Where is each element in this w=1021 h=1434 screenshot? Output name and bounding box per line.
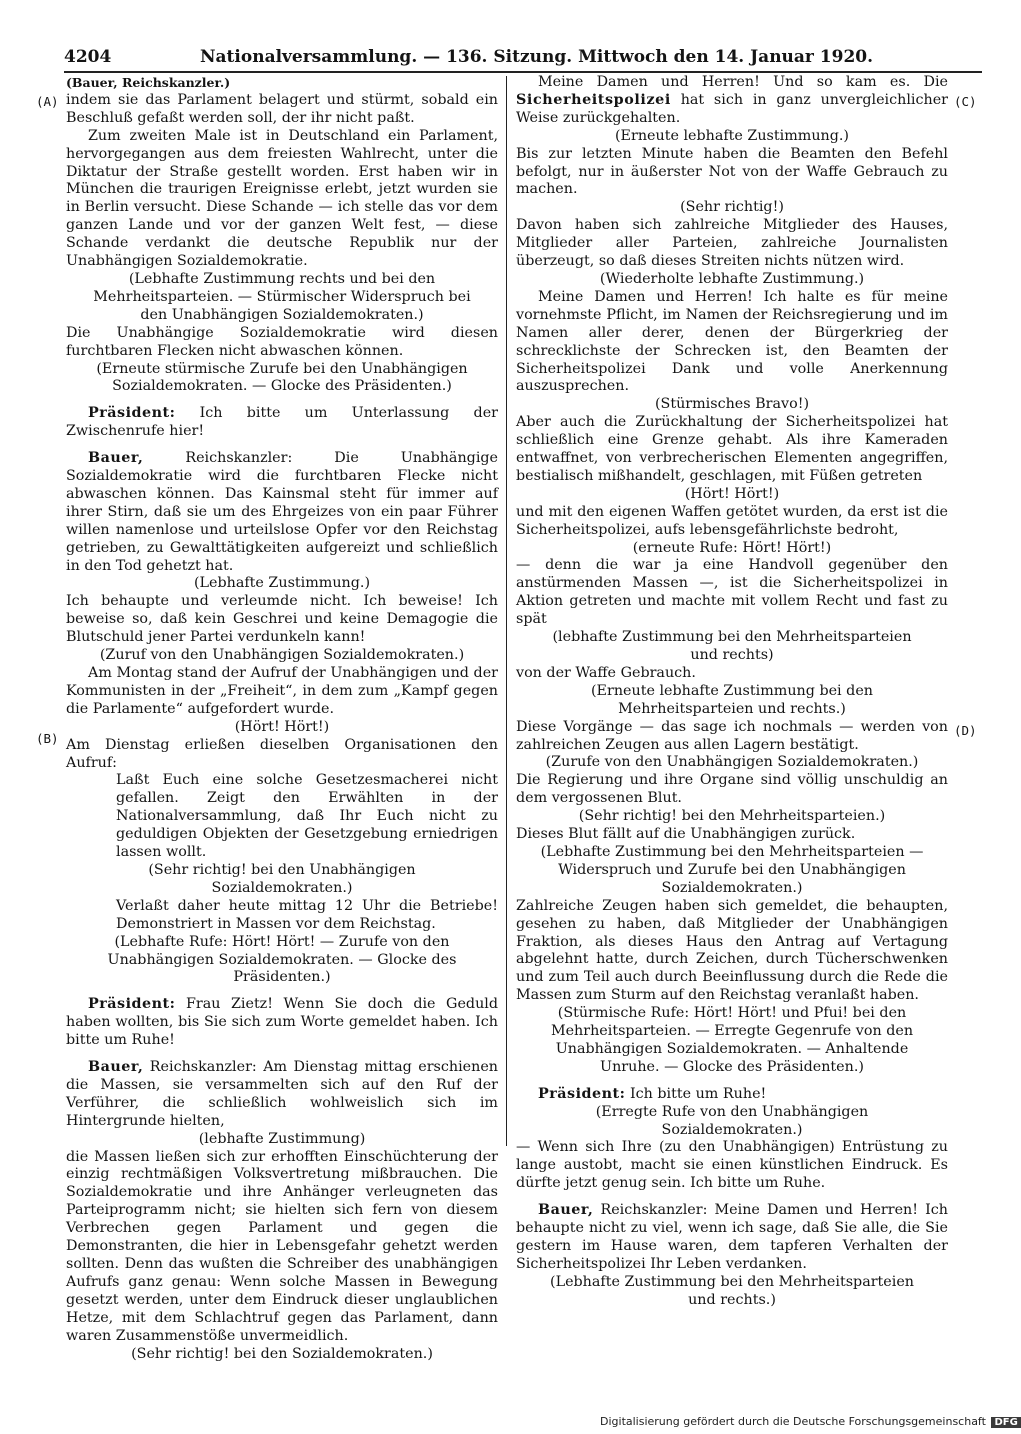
speaker-name: Bauer, <box>88 450 144 467</box>
interjection: (Lebhafte Zustimmung bei den Mehrheitsparteien und rechts.) <box>550 1273 914 1308</box>
interjection: (Erneute lebhafte Zustimmung bei den Mehrheitsparteien und rechts.) <box>590 682 873 717</box>
paragraph: Zum zweiten Male ist in Deutschland ein Parlament, hervorgegangen aus dem freiesten Wahlrecht, unter die Diktatur der Straße gestellt worden. Erst haben wir in München die traurigen Ereignisse erlebt, jetzt wurden sie in Berlin versucht. Diese Schande — ich stelle das vor dem ganzen Lande und vor der ganzen Welt fest, — diese Schande verdankt die deutsche Republik nur der Unabhängigen Sozialdemokratie. <box>66 127 498 270</box>
interjection: (erneute Rufe: Hört! Hört!) <box>632 539 832 556</box>
margin-marker-a: (A) <box>36 94 59 109</box>
speech-text: Ich bitte um Ruhe! <box>629 1085 767 1102</box>
speaker-name: Präsident: <box>88 405 176 422</box>
interjection: (Stürmisches Bravo!) <box>654 396 810 413</box>
digitization-credit <box>600 1415 1018 1431</box>
interjection: (Lebhafte Zustimmung rechts und bei den Mehrheitsparteien. — Stürmischer Widerspruch bei den Unabhängigen Sozialdemokraten.) <box>93 270 471 323</box>
speech-text: Reichskanzler: Die Unabhängige Sozialdemokratie wird die furchtbaren Flecke nicht abwaschen können. Das Kainsmal steht für immer auf ihrer Stirn, daß sie um des Ehrgeizes von ein paar Führer willen namenlose und urteilslose Opfer vor den Reichstag getrieben, zu Gewalttätigkeiten aufgereizt und schließlich in den Tod gehetzt hat. <box>66 450 499 574</box>
credit-text: Digitalisierung gefördert durch die Deutsche Forschungsgemeinschaft <box>600 1415 986 1428</box>
speech-paragraph <box>516 1086 948 1104</box>
margin-marker-b: (B) <box>36 731 59 746</box>
speaker-name: Präsident: <box>88 996 176 1013</box>
speech-paragraph <box>66 1059 498 1131</box>
speaker-name: Bauer, <box>538 1202 594 1219</box>
paragraph: Am Montag stand der Aufruf der Unabhängigen und der Kommunisten in der „Freiheit“, in dem zum „Kampf gegen die Parlamente“ aufgefordert wurde. <box>66 665 498 717</box>
paragraph: die Massen ließen sich zur erhofften Einschüchterung der einzig rechtmäßigen Volksvertretung mißbrauchen. Die Sozialdemokratie und ihre Anhänger verleugneten das Parteiprogramm nicht; sie hielten sich fern von diesem Verbrechen gegen Parlament und gegen die Demonstranten, die hier in Lebensgefahr gehetzt werden sollten. Denn das wußten die Schreiber des unabhängigen Aufrufs ganz genau: Wenn solche Massen in Bewegung gesetzt werden, unter dem Eindruck dieser unglaublichen Hetze, mit dem Schlachtruf gegen das Parlament, dann waren Zusammenstöße unvermeidlich. <box>66 1148 498 1344</box>
interjection: (Erregte Rufe von den Unabhängigen Sozialdemokraten.) <box>595 1103 869 1138</box>
interjection: (Hört! Hört!) <box>234 718 330 735</box>
paragraph: Aber auch die Zurückhaltung der Sicherheitspolizei hat schließlich eine Grenze gehabt. Als ihre Kameraden entwaffnet, von verbrecherischen Elementen angegriffen, bestialisch mißhandelt, geschlagen, mit Füßen getreten <box>516 414 948 484</box>
interjection: (Zurufe von den Unabhängigen Sozialdemokraten.) <box>545 754 919 771</box>
interjection: (Wiederholte lebhafte Zustimmung.) <box>599 270 865 287</box>
page-header <box>64 47 982 73</box>
speech-paragraph <box>516 1202 948 1274</box>
interjection: (Sehr richtig! bei den Mehrheitsparteien.) <box>578 808 886 825</box>
interjection: (Sehr richtig! bei den Unabhängigen Sozialdemokraten.) <box>148 861 416 896</box>
column-divider <box>506 76 507 1146</box>
speaker-name: Präsident: <box>538 1085 626 1102</box>
emphasized-term: Sicherheitspolizei <box>516 91 671 108</box>
quoted-appeal: Laßt Euch eine solche Gesetzesmacherei nicht gefallen. Zeigt den Erwählten in der Nationalversammlung, daß Ihr Euch nicht zu geduldigen Objekten der Gesetzgebung erniedrigen lassen wollt. <box>116 772 498 861</box>
text-run: Meine Damen und Herren! Und so kam es. Die <box>538 74 948 90</box>
speech-text: Reichskanzler: Meine Damen und Herren! Ich behaupte nicht zu viel, wenn ich sage, daß Sie alle, die Sie gestern im Hause waren, dem tapferen Verhalten der Sicherheitspolizei Ihr Leben verdanken. <box>516 1202 948 1272</box>
interjection: (Lebhafte Zustimmung.) <box>193 575 371 592</box>
speech-paragraph <box>66 450 498 575</box>
speech-text: Ich bitte um Unterlassung der Zwischenrufe hier! <box>66 405 498 440</box>
interjection: (Lebhafte Zustimmung bei den Mehrheitsparteien — Widerspruch und Zurufe bei den Unabhängigen Sozialdemokraten.) <box>540 843 924 896</box>
running-title: Nationalversammlung. — 136. Sitzung. Mittwoch den 14. Januar 1920. <box>200 47 874 67</box>
speech-text: Reichskanzler: Am Dienstag mittag erschienen die Massen, sie versammelten sich auf den Ruf der Verführer, die schließlich wohlweislich sich im Hintergrunde hielten, <box>66 1059 498 1129</box>
interjection: (Hört! Hört!) <box>684 485 780 502</box>
paragraph: Davon haben sich zahlreiche Mitglieder des Hauses, Mitglieder aller Parteien, zahlreiche Journalisten überzeugt, so daß dieses Streiten nichts nützen wird. <box>516 217 948 270</box>
interjection: (Sehr richtig!) <box>680 199 784 216</box>
paragraph: — denn die war ja eine Handvoll gegenüber den anstürmenden Massen —, ist die Sicherheitspolizei in Aktion getreten und machte mit vollem Recht und fast zu spät <box>516 557 948 628</box>
interjection: (Sehr richtig! bei den Sozialdemokraten.) <box>131 1345 433 1362</box>
paragraph: Die Unabhängige Sozialdemokratie wird diesen furchtbaren Flecken nicht abwaschen können. <box>66 324 498 359</box>
page-number: 4204 <box>64 47 112 67</box>
interjection: (Lebhafte Rufe: Hört! Hört! — Zurufe von den Unabhängigen Sozialdemokraten. — Glocke des Präsidenten.) <box>107 933 457 986</box>
quoted-appeal: Verlaßt daher heute mittag 12 Uhr die Betriebe! Demonstriert in Massen vor dem Reichstag. <box>116 897 498 932</box>
interjection: (Erneute lebhafte Zustimmung.) <box>614 127 850 144</box>
paragraph: Am Dienstag erließen dieselben Organisationen den Aufruf: <box>66 736 498 771</box>
paragraph: Bis zur letzten Minute haben die Beamten den Befehl befolgt, nur in äußerster Not von der Waffe Gebrauch zu machen. <box>516 145 948 198</box>
speech-paragraph <box>66 996 498 1050</box>
paragraph: Dieses Blut fällt auf die Unabhängigen zurück. <box>516 826 856 843</box>
text-run: hat sich in ganz unvergleichlicher Weise zurückgehalten. <box>516 91 948 126</box>
paragraph: und mit den eigenen Waffen getötet wurden, da erst ist die Sicherheitspolizei, aufs lebensgefährlichste bedroht, <box>516 503 948 538</box>
paragraph: von der Waffe Gebrauch. <box>516 664 696 681</box>
margin-marker-d: (D) <box>954 723 977 738</box>
left-column <box>66 74 498 1363</box>
interjection: (lebhafte Zustimmung) <box>198 1130 366 1147</box>
speech-paragraph <box>66 405 498 441</box>
paragraph: — Wenn sich Ihre (zu den Unabhängigen) Entrüstung zu lange austobt, macht sie einen künstlichen Eindruck. Es dürfte jetzt genug sein. Ich bitte um Ruhe. <box>516 1139 948 1192</box>
margin-marker-c: (C) <box>954 94 977 109</box>
paragraph: Zahlreiche Zeugen haben sich gemeldet, die behaupten, gesehen zu haben, daß Mitglieder der Unabhängigen Fraktion, als dieses Haus den Antrag auf Vertagung abgelehnt hatte, durch Zeichen, durch Tücherschwenken und zum Teil auch durch Beeinflussung durch die Rede die Massen zum Sturm auf den Reichstag veranlaßt haben. <box>516 897 948 1004</box>
dfg-logo-icon: DFG <box>991 1417 1020 1428</box>
speaker-continuation: (Bauer, Reichskanzler.) <box>66 75 231 90</box>
paragraph: indem sie das Parlament belagert und stürmt, sobald ein Beschluß gefaßt werden soll, der ihr nicht paßt. <box>66 91 498 126</box>
paragraph: Diese Vorgänge — das sage ich nochmals — werden von zahlreichen Zeugen aus allen Lagern bestätigt. <box>516 718 948 753</box>
paragraph <box>516 74 948 128</box>
interjection: (Stürmische Rufe: Hört! Hört! und Pfui! bei den Mehrheitsparteien. — Erregte Gegenrufe von den Unabhängigen Sozialdemokraten. — Anhaltende Unruhe. — Glocke des Präsidenten.) <box>550 1005 914 1075</box>
paragraph: Die Regierung und ihre Organe sind völlig unschuldig an dem vergossenen Blut. <box>516 772 948 807</box>
interjection: (Zuruf von den Unabhängigen Sozialdemokraten.) <box>99 647 465 664</box>
paragraph: Meine Damen und Herren! Ich halte es für meine vornehmste Pflicht, im Namen der Reichsregierung und im Namen aller derer, denen der Bürgerkrieg der schrecklichste der Schrecken ist, den Beamten der Sicherheitspolizei Dank und volle Anerkennung auszusprechen. <box>516 288 948 395</box>
speech-text: Frau Zietz! Wenn Sie doch die Geduld haben wollten, bis Sie sich zum Worte gemeldet haben. Ich bitte um Ruhe! <box>66 996 499 1049</box>
speaker-name: Bauer, <box>88 1059 144 1076</box>
right-column <box>516 74 948 1310</box>
interjection: (Erneute stürmische Zurufe bei den Unabhängigen Sozialdemokraten. — Glocke des Präsidenten.) <box>96 360 468 395</box>
paragraph: Ich behaupte und verleumde nicht. Ich beweise! Ich beweise so, daß kein Geschrei und keine Demagogie die Blutschuld jener Partei verdunkeln kann! <box>66 593 498 646</box>
interjection: (lebhafte Zustimmung bei den Mehrheitsparteien und rechts) <box>552 629 912 663</box>
